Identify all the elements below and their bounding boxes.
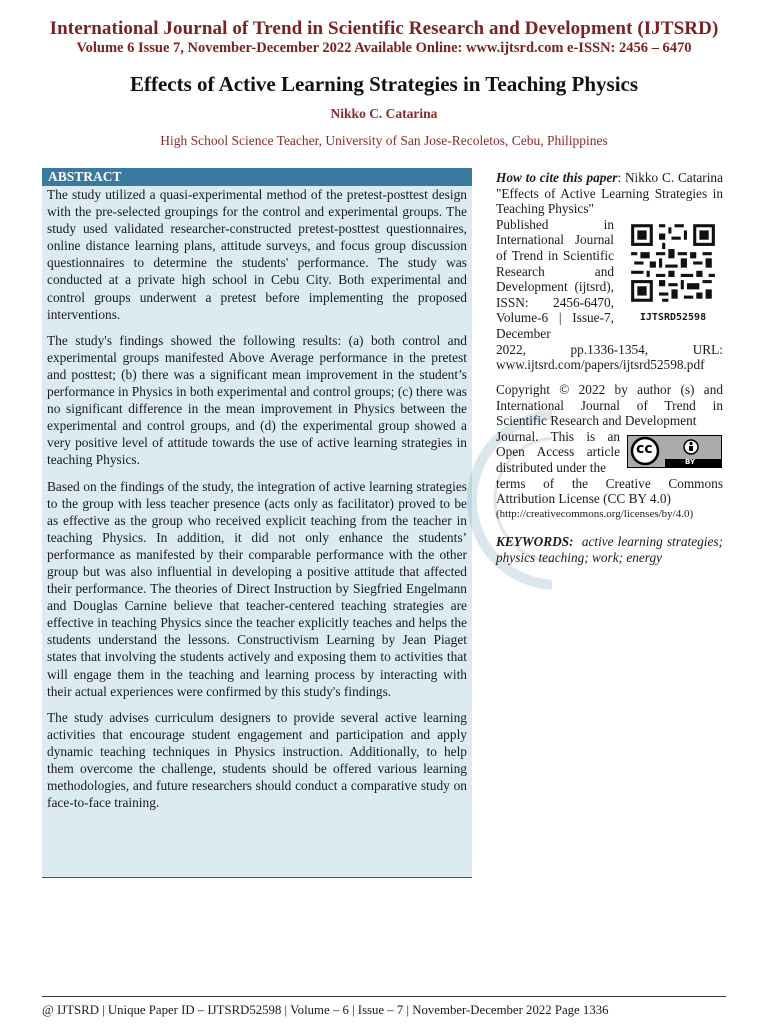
abstract-paragraph: The study utilized a quasi-experimental method of the pretest-posttest design with the pre-selected groupings for the control and experimental groups. The study used validated researcher-constructed pretest-posttest questionnaires, online distance learning plans, attitude surveys, and focus group discussion questionnaires to determine the students' performance. The study was conducted at a private high school in Cebu City. Both experimental and control groups underwent a pretest before implementing the proposed interventions. <box>47 187 467 322</box>
citation-rest: 2022, pp.1336-1354, URL: www.ijtsrd.com/papers/ijtsrd52598.pdf <box>496 341 723 373</box>
citation-top: How to cite this paper: Nikko C. Catarina "Effects of Active Learning Strategies in Teaching Physics" <box>496 170 723 217</box>
author-affiliation: High School Science Teacher, University of San Jose-Recoletos, Cebu, Philippines <box>160 133 608 148</box>
author-name: Nikko C. Catarina <box>330 106 438 121</box>
journal-subtitle: Volume 6 Issue 7, November-December 2022 Available Online: www.ijtsrd.com e-ISSN: 2456 – 6470 <box>76 40 692 56</box>
cc-badge-by: BY <box>685 458 696 466</box>
abstract-paragraph: The study's findings showed the following results: (a) both control and experimental groups manifested Above Average performance in the pretest and posttest; (b) there was a significant mean improvement in the student’s performance in Physics in both experimental and control groups; (c) there was no significant difference in the mean improvement in Physics between the experimental and control groups, and (d) the experimental group showed a very positive level of attitude towards the use of active learning strategies in teaching Physics. <box>47 332 467 468</box>
citation-narrow: Published in International Journal of Trend in Scientific Research and Development (ijtsrd), ISSN: 2456-6470, Volume-6 | Issue-7, December <box>496 216 614 341</box>
copyright-rest: terms of the Creative Commons Attribution License (CC BY 4.0) <box>496 475 723 507</box>
abstract-paragraph: Based on the findings of the study, the integration of active learning strategies to the group with less teacher presence (acts only as facilitator) proved to be as effective as the group who received explicit teaching from the teacher in teaching Physics. In addition, it did not only enhance the students’ performance as manifested by their comparable performance with the other group but was also influential in developing a positive attitude that affected their performance. The theories of Direct Instruction by Siegfried Engelmann and Douglas Carnine believe that teacher-centered teaching strategies are effective in teaching Physics since the teacher explicitly teaches and helps the students understand the lessons. Constructivism Learning by Jean Piaget states that involving the students actively and exposing them to activities that will engage them in the teaching and learning process by interacting with their actual experiences were confirmed by this study's findings. <box>47 478 467 699</box>
abstract-box <box>42 168 472 878</box>
keywords-block <box>496 534 723 565</box>
cc-badge-text: cc <box>636 441 653 457</box>
journal-title: International Journal of Trend in Scientific Research and Development (IJTSRD) <box>49 18 719 39</box>
copyright-top: Copyright © 2022 by author (s) and International Journal of Trend in Scientific Research and Development <box>496 382 723 429</box>
abstract-paragraph: The study advises curriculum designers to provide several active learning activities that encourage student engagement and participation and apply dynamic teaching techniques in Physics instruction. Additionally, to help them overcome the challenge, students should be offered various learning methodologies, and future researchers should conduct a comparative study on face-to-face training. <box>47 709 467 811</box>
abstract-body <box>42 186 472 811</box>
qr-code-icon <box>628 221 718 305</box>
keywords-text: active learning strategies; physics teaching; work; energy <box>496 534 723 565</box>
citation-label: How to cite this paper <box>496 170 618 185</box>
paper-title: Effects of Active Learning Strategies in Teaching Physics <box>129 72 639 96</box>
copyright-narrow: Journal. This is an Open Access article distributed under the <box>496 428 620 475</box>
qr-code <box>628 221 718 323</box>
footer-divider <box>42 996 726 997</box>
paper-id-badge: IJTSRD52598 <box>639 312 707 323</box>
page-footer: @ IJTSRD | Unique Paper ID – IJTSRD52598 | Volume – 6 | Issue – 7 | November-December 2022 Page 1336 <box>42 1003 609 1017</box>
cc-by-badge[interactable] <box>627 435 722 468</box>
keywords-label: KEYWORDS: <box>496 534 574 549</box>
license-url-link[interactable]: (http://creativecommons.org/licenses/by/4.0) <box>496 507 694 520</box>
abstract-heading: ABSTRACT <box>42 168 472 186</box>
